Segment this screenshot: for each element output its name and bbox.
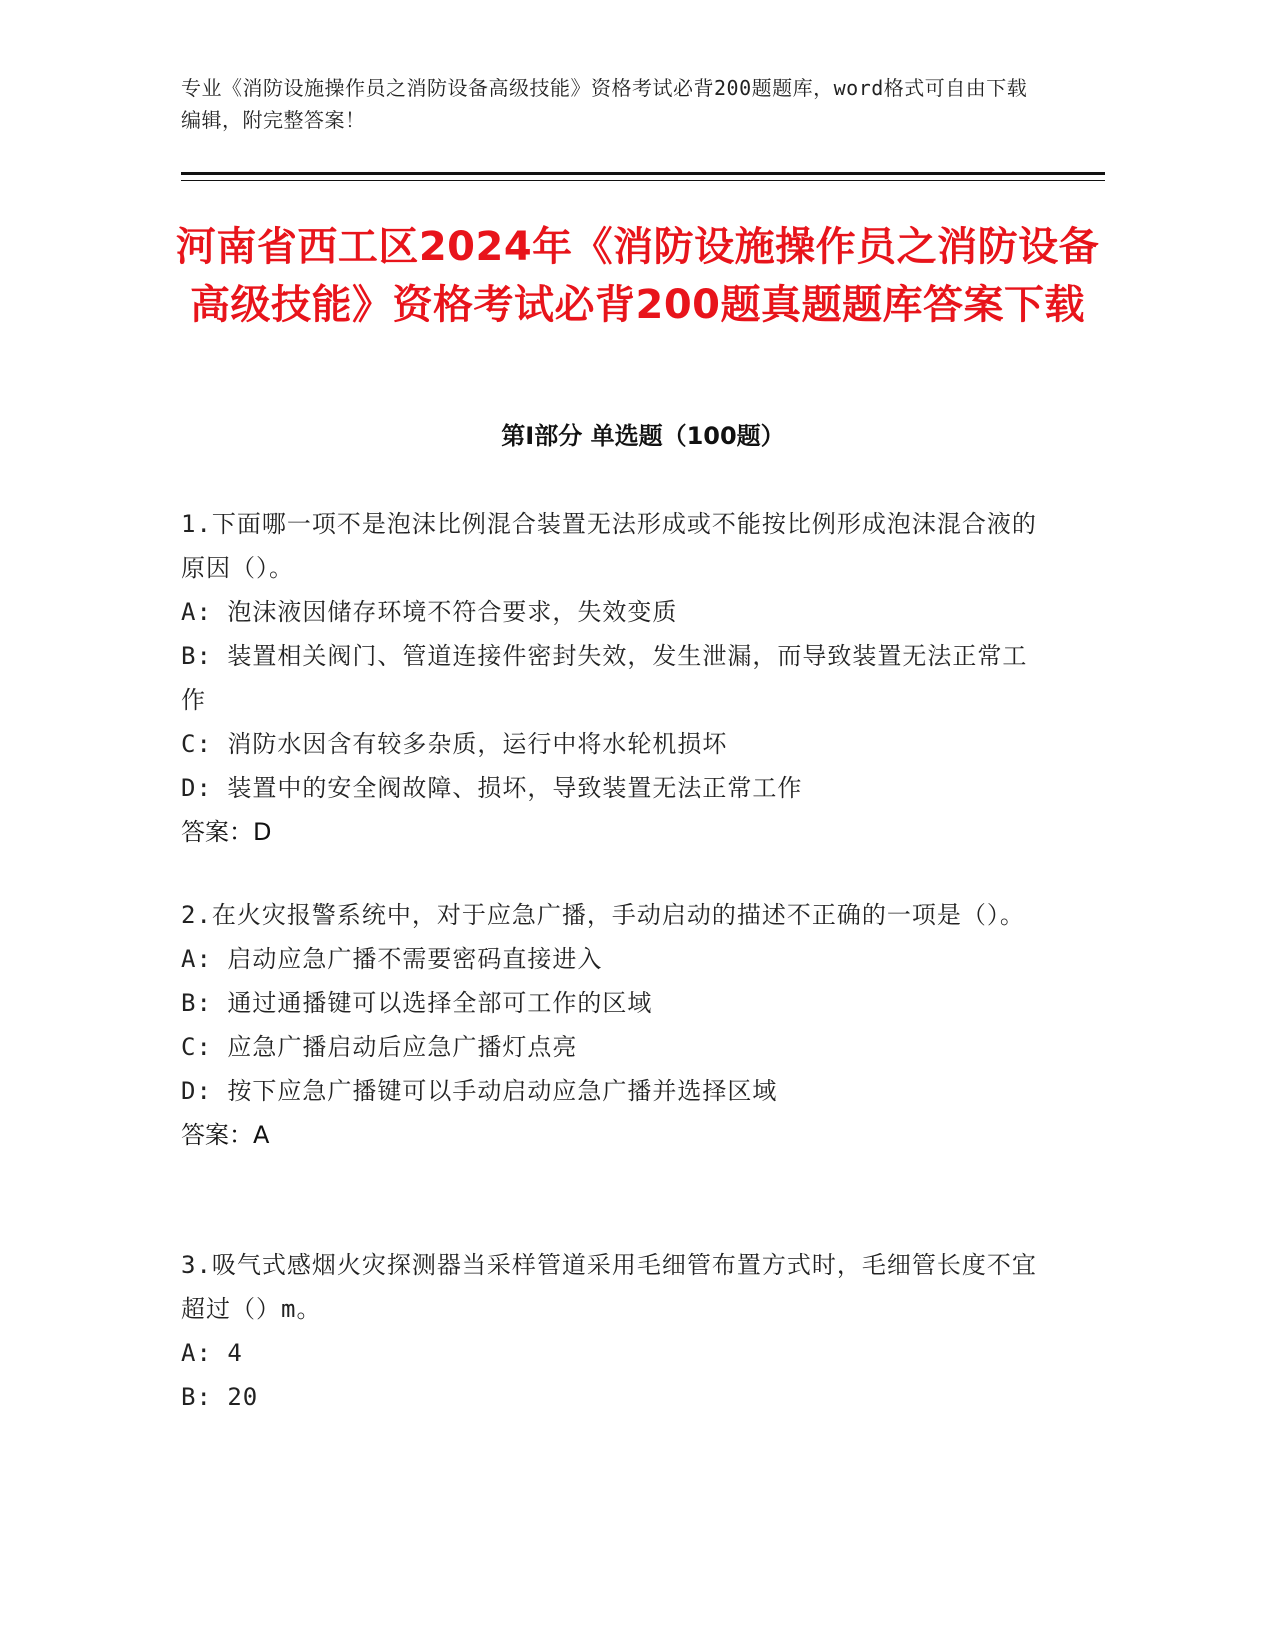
question-stem: 1.下面哪一项不是泡沫比例混合装置无法形成或不能按比例形成泡沫混合液的原因（）。 <box>181 510 1037 582</box>
option-c: C: 消防水因含有较多杂质，运行中将水轮机损坏 <box>181 730 728 758</box>
option-c: C: 应急广播启动后应急广播灯点亮 <box>181 1033 578 1061</box>
option-a: A: 启动应急广播不需要密码直接进入 <box>181 945 603 973</box>
answer: 答案：D <box>181 818 272 846</box>
question-stem: 2.在火灾报警系统中，对于应急广播，手动启动的描述不正确的一项是（）。 <box>181 901 1025 929</box>
document-title: 河南省西工区2024年《消防设施操作员之消防设备高级技能》资格考试必背200题真题题库答案下载 <box>175 224 1100 328</box>
question-stem: 3.吸气式感烟火灾探测器当采样管道采用毛细管布置方式时，毛细管长度不宜超过（）m。 <box>181 1251 1037 1323</box>
option-a: A: 泡沫液因储存环境不符合要求，失效变质 <box>181 598 678 626</box>
option-b: B: 装置相关阀门、管道连接件密封失效，发生泄漏，而导致装置无法正常工作 <box>181 642 1028 714</box>
question-1 <box>181 502 1041 854</box>
option-b: B: 20 <box>181 1383 259 1411</box>
section-title: 第Ⅰ部分 单选题（100题） <box>501 422 785 450</box>
option-b: B: 通过通播键可以选择全部可工作的区域 <box>181 989 653 1017</box>
header-divider-thick <box>181 172 1105 175</box>
header-note: 专业《消防设施操作员之消防设备高级技能》资格考试必背200题题库，word格式可自由下载编辑，附完整答案！ <box>181 76 1028 132</box>
answer: 答案：A <box>181 1121 270 1149</box>
option-d: D: 按下应急广播键可以手动启动应急广播并选择区域 <box>181 1077 778 1105</box>
question-2 <box>181 893 1041 1157</box>
header-divider-thin <box>181 180 1105 181</box>
question-3 <box>181 1243 1041 1419</box>
option-d: D: 装置中的安全阀故障、损坏，导致装置无法正常工作 <box>181 774 803 802</box>
option-a: A: 4 <box>181 1339 243 1367</box>
